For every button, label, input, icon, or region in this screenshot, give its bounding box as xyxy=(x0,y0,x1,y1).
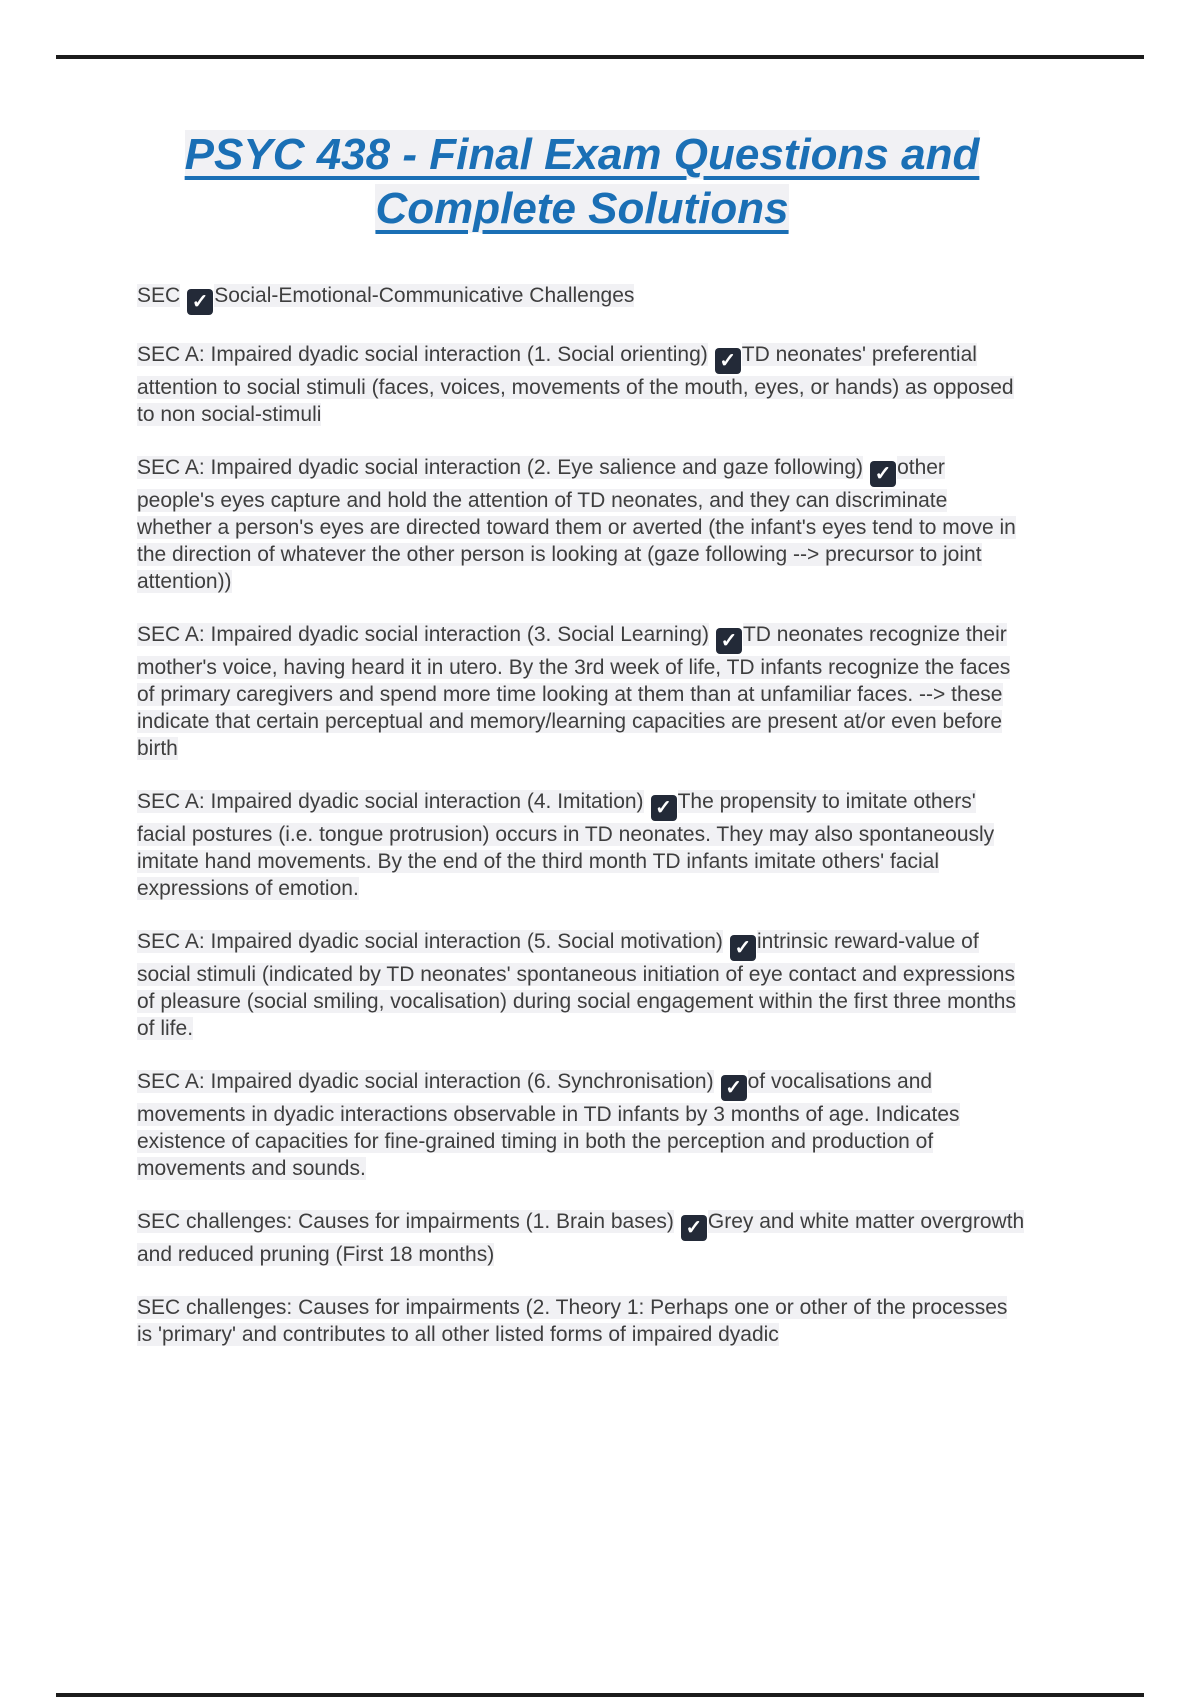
checkmark-icon: ✓ xyxy=(730,935,756,961)
answer-text: of vocalisations and movements in dyadic interactions observable in TD infants by 3 months of age. Indicates existence of capacities for fine-grained timing in both the perception and production of movements and sounds. xyxy=(137,1070,960,1180)
answer-text: Social-Emotional-Communicative Challenges xyxy=(214,284,635,307)
page-title-text: PSYC 438 - Final Exam Questions and Complete Solutions xyxy=(184,130,980,233)
page-title xyxy=(160,128,1005,236)
answer-text: intrinsic reward-value of social stimuli (indicated by TD neonates' spontaneous initiation of eye contact and expressions of pleasure (social smiling, vocalisation) during social engagement within the first three months of life. xyxy=(137,930,1016,1040)
answer-text: Grey and white matter overgrowth and reduced pruning (First 18 months) xyxy=(137,1210,1025,1266)
checkmark-icon: ✓ xyxy=(870,461,896,487)
question-text: SEC challenges: Causes for impairments (2. Theory 1: Perhaps one or other of the processes is 'primary' and contributes to all other listed forms of impaired dyadic xyxy=(137,1296,1008,1346)
checkmark-icon: ✓ xyxy=(716,628,742,654)
qa-paragraph xyxy=(137,621,1027,762)
qa-list xyxy=(137,282,1027,1348)
qa-paragraph xyxy=(137,282,1027,315)
checkmark-icon: ✓ xyxy=(715,348,741,374)
checkmark-icon: ✓ xyxy=(721,1075,747,1101)
answer-text: TD neonates' preferential attention to social stimuli (faces, voices, movements of the mouth, eyes, or hands) as opposed to non social-stimuli xyxy=(137,343,1014,426)
qa-paragraph xyxy=(137,928,1027,1042)
qa-paragraph xyxy=(137,454,1027,595)
bottom-rule xyxy=(56,1693,1144,1697)
checkmark-icon: ✓ xyxy=(187,289,213,315)
question-text: SEC A: Impaired dyadic social interaction (3. Social Learning) xyxy=(137,623,709,646)
qa-paragraph xyxy=(137,788,1027,902)
question-text: SEC A: Impaired dyadic social interaction (5. Social motivation) xyxy=(137,930,723,953)
question-text: SEC A: Impaired dyadic social interaction (1. Social orienting) xyxy=(137,343,708,366)
qa-paragraph xyxy=(137,1208,1027,1268)
answer-text: The propensity to imitate others' facial postures (i.e. tongue protrusion) occurs in TD neonates. They may also spontaneously imitate hand movements. By the end of the third month TD infants imitate others' facial expressions of emotion. xyxy=(137,790,995,900)
question-text: SEC A: Impaired dyadic social interaction (6. Synchronisation) xyxy=(137,1070,714,1093)
question-text: SEC xyxy=(137,284,181,307)
page-content xyxy=(137,0,1027,1374)
question-text: SEC challenges: Causes for impairments (1. Brain bases) xyxy=(137,1210,674,1233)
question-text: SEC A: Impaired dyadic social interaction (2. Eye salience and gaze following) xyxy=(137,456,864,479)
checkmark-icon: ✓ xyxy=(681,1215,707,1241)
answer-text: other people's eyes capture and hold the attention of TD neonates, and they can discriminate whether a person's eyes are directed toward them or averted (the infant's eyes tend to move in the direction of whatever the other person is looking at (gaze following --> precursor to joint attention)) xyxy=(137,456,1016,593)
answer-text: TD neonates recognize their mother's voice, having heard it in utero. By the 3rd week of life, TD infants recognize the faces of primary caregivers and spend more time looking at them than at unfamiliar faces. --> these indicate that certain perceptual and memory/learning capacities are present at/or even before birth xyxy=(137,623,1011,760)
qa-paragraph xyxy=(137,1294,1027,1348)
qa-paragraph xyxy=(137,1068,1027,1182)
question-text: SEC A: Impaired dyadic social interaction (4. Imitation) xyxy=(137,790,644,813)
qa-paragraph xyxy=(137,341,1027,428)
checkmark-icon: ✓ xyxy=(651,795,677,821)
